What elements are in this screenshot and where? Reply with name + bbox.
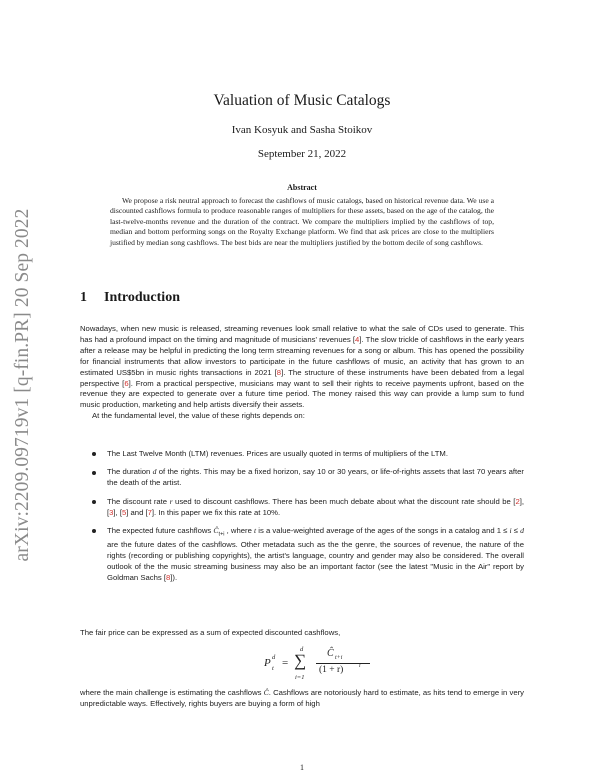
math-variable: r [169, 496, 173, 506]
section-number: 1 [80, 290, 87, 305]
section-heading-introduction [80, 290, 180, 306]
page-number: 1 [300, 763, 304, 772]
text-run: , where [224, 526, 254, 536]
list-item [80, 497, 524, 519]
list-item [80, 449, 524, 460]
text-run: ]). [170, 573, 178, 583]
sum-upper-limit: d [300, 646, 304, 653]
text-run: where the main challenge is estimating the cashflows [80, 688, 264, 697]
citation-link[interactable]: 2 [515, 496, 520, 506]
math-subscript: t+i [218, 531, 225, 538]
citation-link[interactable]: 8 [276, 367, 282, 377]
post-equation-paragraph [80, 688, 524, 710]
text-run: ]. The slow trickle of cashflows in the early years after a release may be helpful in predicting the long term streaming revenues for a song or album. This has opened the possibility for financial instruments that allow investors to participate in the future cashflows of music, an activity that has grown to an estimated US$5bn in music rights transactions in 2021 [ [80, 334, 524, 377]
text-run: Nowadays, when new music is released, streaming revenues look small relative to what the sale of CDs used to generate. This has had a profound impact on the timing and magnitude of musicians' revenues [ [80, 324, 524, 344]
math-variable: d [520, 526, 525, 536]
equation-denominator: (1 + r) [319, 665, 344, 675]
bullet-icon [92, 452, 96, 456]
bullet-icon [92, 500, 96, 504]
equation-numerator: Ĉ [327, 648, 334, 659]
paper-authors: Ivan Kosyuk and Sasha Stoikov [231, 124, 373, 136]
text-run: ], [ [113, 507, 122, 517]
math-variable: Ĉ [213, 526, 219, 536]
fair-price-equation [260, 646, 380, 690]
text-run: of the rights. This may be a fixed horizon, say 10 or 30 years, or life-of-rights assets that last 70 years after the death of the artist. [107, 467, 524, 488]
bullet-icon [92, 471, 96, 475]
section-title: Introduction [104, 290, 180, 305]
sum-icon: ∑ [294, 651, 307, 670]
list-item [80, 526, 524, 584]
list-item [80, 467, 524, 489]
text-run: The duration [107, 467, 153, 477]
fair-price-paragraph: The fair price can be expressed as a sum of expected discounted cashflows, [80, 628, 341, 637]
text-run: ] and [ [126, 507, 148, 517]
text-run: ],[ [107, 496, 524, 517]
sum-lower-limit: i=1 [295, 674, 305, 681]
equation-lhs-superscript: d [272, 654, 276, 661]
text-run: ]. The structure of these instruments have been debated from a legal perspective [ [80, 367, 524, 388]
abstract-heading: Abstract [287, 183, 317, 192]
arxiv-identifier-margin [0, 0, 46, 776]
citation-link[interactable]: 6 [124, 378, 129, 388]
citation-link[interactable]: 7 [147, 507, 152, 517]
paper-title: Valuation of Music Catalogs [213, 92, 391, 109]
citation-link[interactable]: 4 [355, 334, 360, 344]
math-variable: t [254, 526, 257, 536]
fraction-bar [316, 663, 370, 664]
equation-lhs: P [264, 657, 271, 669]
equation-lhs-subscript: t [272, 665, 274, 672]
arxiv-identifier: arXiv:2209.09719v1 [q-fin.PR] 20 Sep 2022 [12, 208, 33, 562]
text-run: . Cashflows are notoriously hard to estimate, as hits tend to emerge in very unpredictable ways. Effectively, rights buyers are buying a form of high [80, 688, 524, 708]
math-variable: Ĉ [263, 688, 269, 697]
citation-link[interactable]: 3 [109, 507, 114, 517]
abstract-text: We propose a risk neutral approach to forecast the cashflows of music catalogs, based on historical revenue data. We use a discounted cashflows formula to produce reasonable ranges of multipliers for these assets, based on the age of the catalog, the last-twelve-months revenue and the duration of the contract. We compare the multipliers implied by the cashflows of top, median and bottom performing songs on the Royalty Exchange platform. We find that ask prices are close to the multipliers justified by median song cashflows. The best bids are near the multipliers justified by the bottom decile of song cashflows. [110, 196, 494, 247]
value-factors-list [80, 449, 524, 592]
paper-date: September 21, 2022 [257, 148, 347, 160]
equation-numerator-subscript: t+i [335, 655, 343, 661]
equation-denominator-superscript: i [359, 663, 361, 669]
introduction-text [80, 324, 524, 422]
text-run: ≤ [511, 526, 521, 536]
text-run: The expected future cashflows [107, 526, 214, 536]
math-variable: i [509, 526, 512, 536]
bullet-icon [92, 529, 96, 533]
text-run: used to discount cashflows. There has been much debate about what the discount rate should be [ [172, 496, 516, 506]
text-run: is a value-weighted average of the ages of the songs in a catalog and 1 ≤ [256, 526, 510, 536]
math-variable: d [152, 467, 157, 477]
equation-equals: = [282, 657, 289, 669]
citation-link[interactable]: 5 [121, 507, 127, 517]
text-run: ]. In this paper we fix this rate at 10%. [151, 507, 281, 517]
text-run: The discount rate [107, 496, 170, 506]
intro-paragraph-1 [80, 324, 524, 411]
text-run: are the future dates of the cashflows. Other metadata such as the the genre, the sources of revenue, the nature of the rights (recording or publishing copyrights), the artist's language, country and gender may also be considered. The overall outlook of the the music streaming business may also be an important factor (see the latest "Music in the Air" report by Goldman Sachs [ [107, 540, 524, 583]
text-run: ]. From a practical perspective, musicians may want to sell their rights to receive payments upfront, based on the revenue they are expected to generate over a future time period. The money raised this way can provide a lump sum to fund music production, marketing and help artists diversify their assets. [80, 378, 524, 410]
citation-link[interactable]: 8 [165, 573, 171, 583]
intro-paragraph-2: At the fundamental level, the value of these rights depends on: [92, 411, 305, 421]
list-item-text: The Last Twelve Month (LTM) revenues. Prices are usually quoted in terms of multipliers of the LTM. [107, 449, 448, 458]
